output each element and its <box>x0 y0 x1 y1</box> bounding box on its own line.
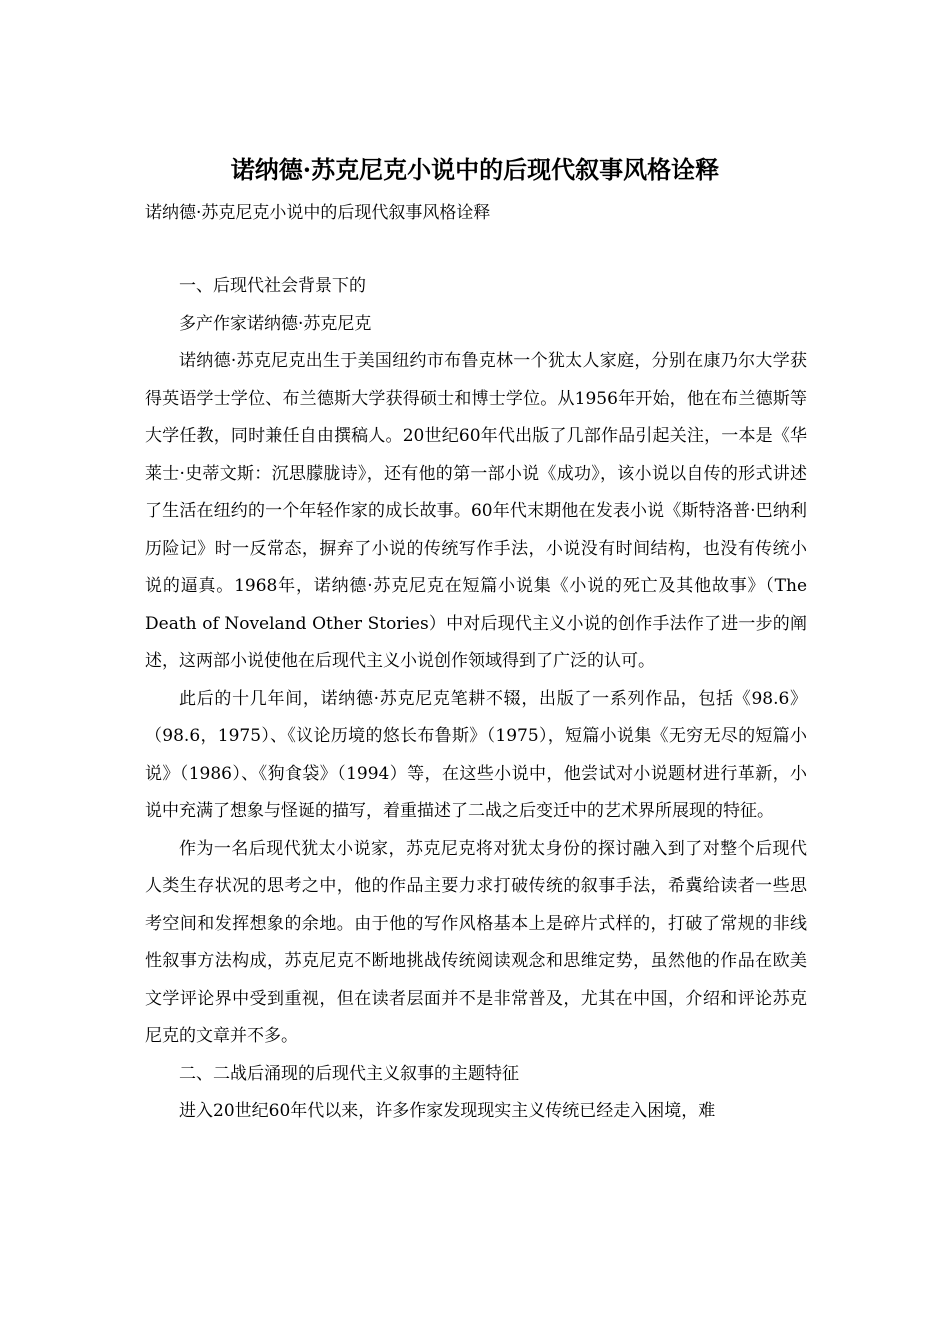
paragraph-4: 进入20世纪60年代以来，许多作家发现现实主义传统已经走入困境，难 <box>179 1101 716 1121</box>
section-heading-1a: 一、后现代社会背景下的 <box>179 276 366 296</box>
document-title: 诺纳德·苏克尼克小说中的后现代叙事风格诠释 <box>230 155 720 184</box>
paragraph-3: 作为一名后现代犹太小说家，苏克尼克将对犹太身份的探讨融入到了对整个后现代人类生存状况的思考之中，他的作品主要力求打破传统的叙事手法，希冀给读者一些思考空间和发挥想象的余地。由于他的写作风格基本上是碎片式样的，打破了常规的非线性叙事方法构成，苏克尼克不断地挑战传统阅读观念和思维定势，虽然他的作品在欧美文学评论界中受到重视，但在读者层面并不是非常普及，尤其在中国，介绍和评论苏克尼克的文章并不多。 <box>145 838 807 1046</box>
paragraph-2: 此后的十几年间，诺纳德·苏克尼克笔耕不辍，出版了一系列作品，包括《98.6》（98.6，1975）、《议论历境的悠长布鲁斯》（1975），短篇小说集《无穷无尽的短篇小说》（1986）、《狗食袋》（1994）等，在这些小说中，他尝试对小说题材进行革新，小说中充满了想象与怪诞的描写，着重描述了二战之后变迁中的艺术界所展现的特征。 <box>145 688 807 821</box>
document-subtitle: 诺纳德·苏克尼克小说中的后现代叙事风格诠释 <box>145 203 491 223</box>
document-body <box>145 268 807 1131</box>
section-heading-1b: 多产作家诺纳德·苏克尼克 <box>179 313 372 334</box>
paragraph-1: 诺纳德·苏克尼克出生于美国纽约市布鲁克林一个犹太人家庭，分别在康乃尔大学获得英语学士学位、布兰德斯大学获得硕士和博士学位。从1956年开始，他在布兰德斯等大学任教，同时兼任自由撰稿人。20世纪60年代出版了几部作品引起关注，一本是《华莱士·史蒂文斯：沉思朦胧诗》，还有他的第一部小说《成功》，该小说以自传的形式讲述了生活在纽约的一个年轻作家的成长故事。60年代末期他在发表小说《斯特洛普·巴纳利历险记》时一反常态，摒弃了小说的传统写作手法，小说没有时间结构，也没有传统小说的逼真。1968年，诺纳德·苏克尼克在短篇小说集《小说的死亡及其他故事》（The Death of Noveland Other Stories）中对后现代主义小说的创作手法作了进一步的阐述，这两部小说使他在后现代主义小说创作领域得到了广泛的认可。 <box>145 351 807 671</box>
section-heading-2: 二、二战后涌现的后现代主义叙事的主题特征 <box>179 1063 519 1084</box>
